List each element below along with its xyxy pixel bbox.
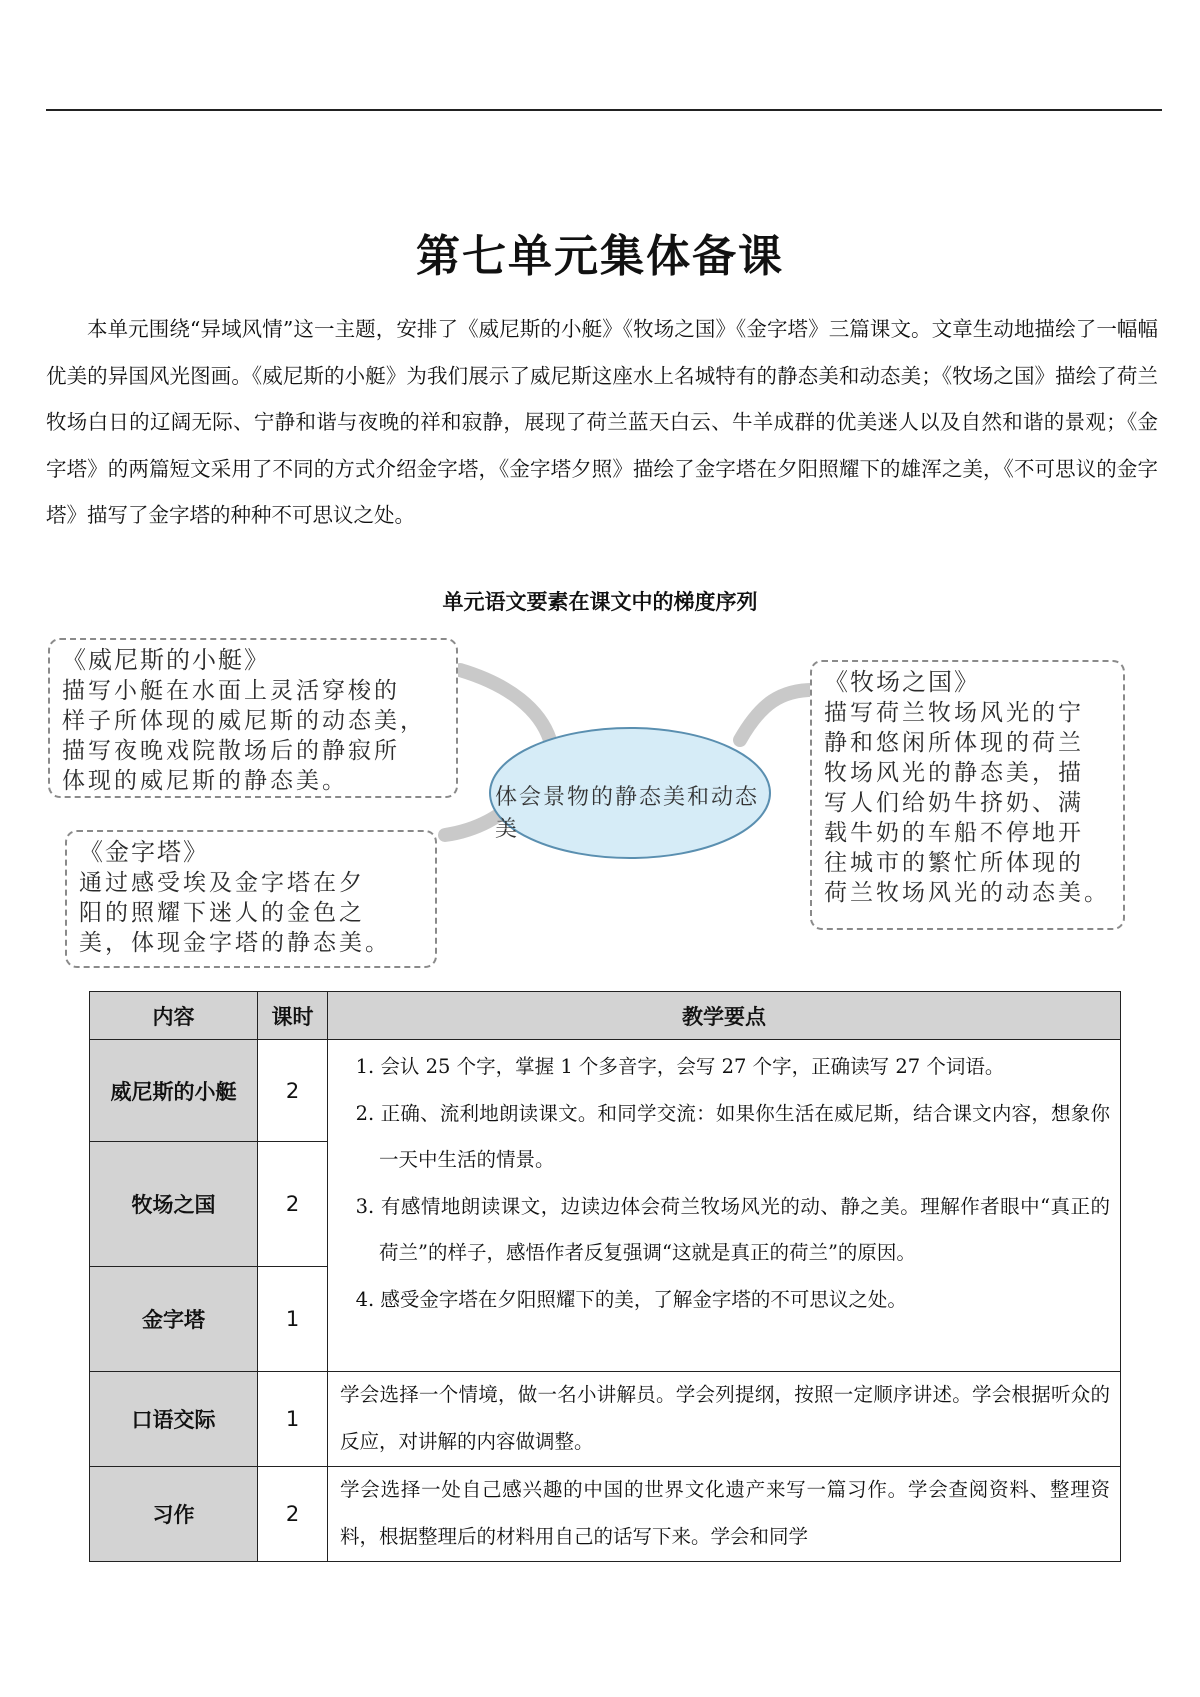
branch-left-top [460,670,550,740]
header-hours: 课时 [258,992,328,1040]
note-pasture-line: 载牛奶的车船不停地开 [824,820,1084,846]
note-pyramid-line: 通过感受埃及金字塔在夕 [79,870,365,896]
note-pyramid-title: 《金字塔》 [79,838,209,866]
note-pyramid-line: 阳的照耀下迷人的金色之 [79,900,365,926]
note-venice [48,638,458,798]
note-pasture-line: 写人们给奶牛挤奶、满 [824,790,1084,816]
concept-diagram [40,630,1130,980]
note-pyramid [65,830,437,968]
table-row [90,1040,1121,1142]
note-pasture [810,660,1125,930]
header-rule [46,109,1162,111]
intro-paragraph: 本单元围绕“异域风情”这一主题，安排了《威尼斯的小艇》《牧场之国》《金字塔》三篇课文。文章生动地描绘了一幅幅优美的异国风光图画。《威尼斯的小艇》为我们展示了威尼斯这座水上名城特有的静态美和动态美；《牧场之国》描绘了荷兰牧场白日的辽阔无际、宁静和谐与夜晚的祥和寂静，展现了荷兰蓝天白云、牛羊成群的优美迷人以及自然和谐的景观；《金字塔》的两篇短文采用了不同的方式介绍金字塔，《金字塔夕照》描绘了金字塔在夕阳照耀下的雄浑之美，《不可思议的金字塔》描写了金字塔的种种不可思议之处。 [46,317,1158,527]
note-pasture-title: 《牧场之国》 [824,668,980,696]
note-venice-title: 《威尼斯的小艇》 [62,646,270,674]
row-name: 口语交际 [90,1372,258,1467]
note-venice-line: 体现的威尼斯的静态美。 [62,768,348,794]
row-name: 金字塔 [90,1267,258,1372]
table-header-row [90,992,1121,1040]
note-pasture-line: 荷兰牧场风光的动态美。 [824,880,1110,906]
header-content: 内容 [90,992,258,1040]
point-item: 2. 正确、流利地朗读课文。和同学交流：如果你生活在威尼斯，结合课文内容，想象你一天中生活的情景。 [355,1101,1110,1171]
row-hours: 2 [258,1142,328,1267]
note-pasture-line: 往城市的繁忙所体现的 [824,850,1084,876]
row-hours: 2 [258,1040,328,1142]
table-row [90,1467,1121,1562]
note-venice-line: 描写夜晚戏院散场后的静寂所 [62,738,400,764]
lesson-points [328,1040,1121,1372]
row-name: 牧场之国 [90,1142,258,1267]
writing-points-text: 学会选择一处自己感兴趣的中国的世界文化遗产来写一篇习作。学会查阅资料、整理资料，根据整理后的材料用自己的话写下来。学会和同学 [340,1478,1110,1548]
branch-right [740,690,820,740]
note-venice-line: 描写小艇在水面上灵活穿梭的 [62,678,400,704]
point-item: 3. 有感情地朗读课文，边读边体会荷兰牧场风光的动、静之美。理解作者眼中“真正的荷兰”的样子，感悟作者反复强调“这就是真正的荷兰”的原因。 [355,1194,1110,1264]
oral-points-text: 学会选择一个情境，做一名小讲解员。学会列提纲，按照一定顺序讲述。学会根据听众的反应，对讲解的内容做调整。 [340,1383,1110,1453]
row-name: 威尼斯的小艇 [90,1040,258,1142]
note-pasture-line: 描写荷兰牧场风光的宁 [824,700,1084,726]
row-hours: 1 [258,1372,328,1467]
teaching-plan-table [89,991,1121,1562]
note-pasture-line: 静和悠闲所体现的荷兰 [824,730,1084,756]
header-points: 教学要点 [328,992,1121,1040]
note-pyramid-line: 美，体现金字塔的静态美。 [79,930,391,956]
note-venice-line: 样子所体现的威尼斯的动态美， [62,708,426,734]
point-item: 1. 会认 25 个字，掌握 1 个多音字，会写 27 个字，正确读写 27 个词语。 [355,1055,1005,1078]
note-pasture-line: 牧场风光的静态美，描 [824,760,1084,786]
page-title: 第七单元集体备课 [416,231,784,282]
row-hours: 2 [258,1467,328,1562]
writing-points [328,1467,1121,1562]
table-row [90,1372,1121,1467]
row-hours: 1 [258,1267,328,1372]
oral-points [328,1372,1121,1467]
diagram-title: 单元语文要素在课文中的梯度序列 [442,590,758,614]
point-item: 4. 感受金字塔在夕阳照耀下的美，了解金字塔的不可思议之处。 [355,1287,907,1311]
row-name: 习作 [90,1467,258,1562]
center-topic: 体会景物的静态美和动态美 [495,785,760,842]
